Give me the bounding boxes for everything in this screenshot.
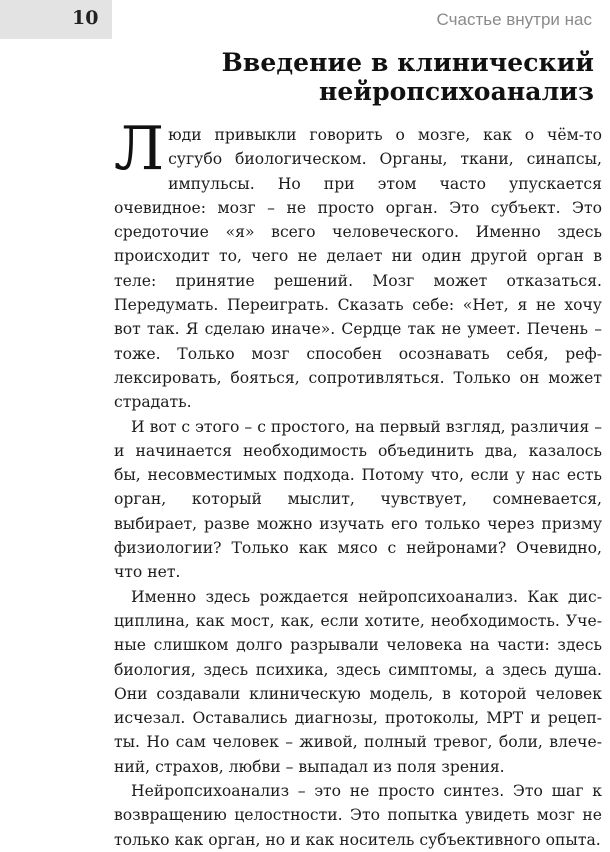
body-text	[114, 114, 602, 852]
chapter-title	[34, 48, 594, 106]
page-number: 10	[72, 7, 99, 29]
paragraph-4: Нейропсихоанализ – это не просто синтез. Это шаг к возвращению целостности. Это попытка увидеть мозг не только как орган, но и как носитель субъективного опыта.	[114, 782, 602, 849]
paragraph-2: И вот с этого – с простого, на первый взгляд, различия – и начинается необходимость объединить два, казалось бы, несовместимых подхода. Потому что, если у нас есть орган, который мыслит, чувствует, сомневается, выбирает, разве можно изучать его только через призму физиологии? Только как мясо с нейронами? Очевидно, что нет.	[114, 417, 602, 582]
page-header	[0, 0, 610, 40]
paragraph-1-text: юди привыкли говорить о мозге, как о чём-то сугубо биологическом. Органы, ткани, синапсы, импульсы. Но при этом часто упускается очевидное: мозг – не просто орган. Это субъект. Это средоточие «я» всего человеческого. Именно здесь происходит то, чего не делает ни один другой орган в теле: принятие решений. Мозг может отказаться. Передумать. Переиграть. Сказать себе: «Нет, я не хочу вот так. Я сделаю иначе». Сердце так не умеет. Печень – тоже. Только мозг способен осознавать себя, рефлексировать, бояться, сопротивляться. Только он может страдать.	[114, 126, 602, 412]
chapter-title-line-1: Введение в клинический	[221, 48, 594, 77]
page-number-box	[0, 0, 112, 39]
paragraph-3: Именно здесь рождается нейропсихоанализ. Как дисциплина, как мост, как, если хотите, необходимость. Ученые слишком долго разрывали человека на части: здесь биология, здесь психика, здесь симптомы, а здесь душа. Они создавали клиническую модель, в которой человек исчезал. Оставались диагнозы, протоколы, МРТ и рецепты. Но сам человек – живой, полный тревог, боли, влечений, страхов, любви – выпадал из поля зрения.	[114, 587, 602, 776]
drop-cap: Л	[114, 114, 165, 184]
paragraph-1	[114, 114, 602, 415]
chapter-title-line-2: нейропсихоанализ	[319, 77, 594, 106]
running-title: Счастье внутри нас	[436, 10, 592, 29]
